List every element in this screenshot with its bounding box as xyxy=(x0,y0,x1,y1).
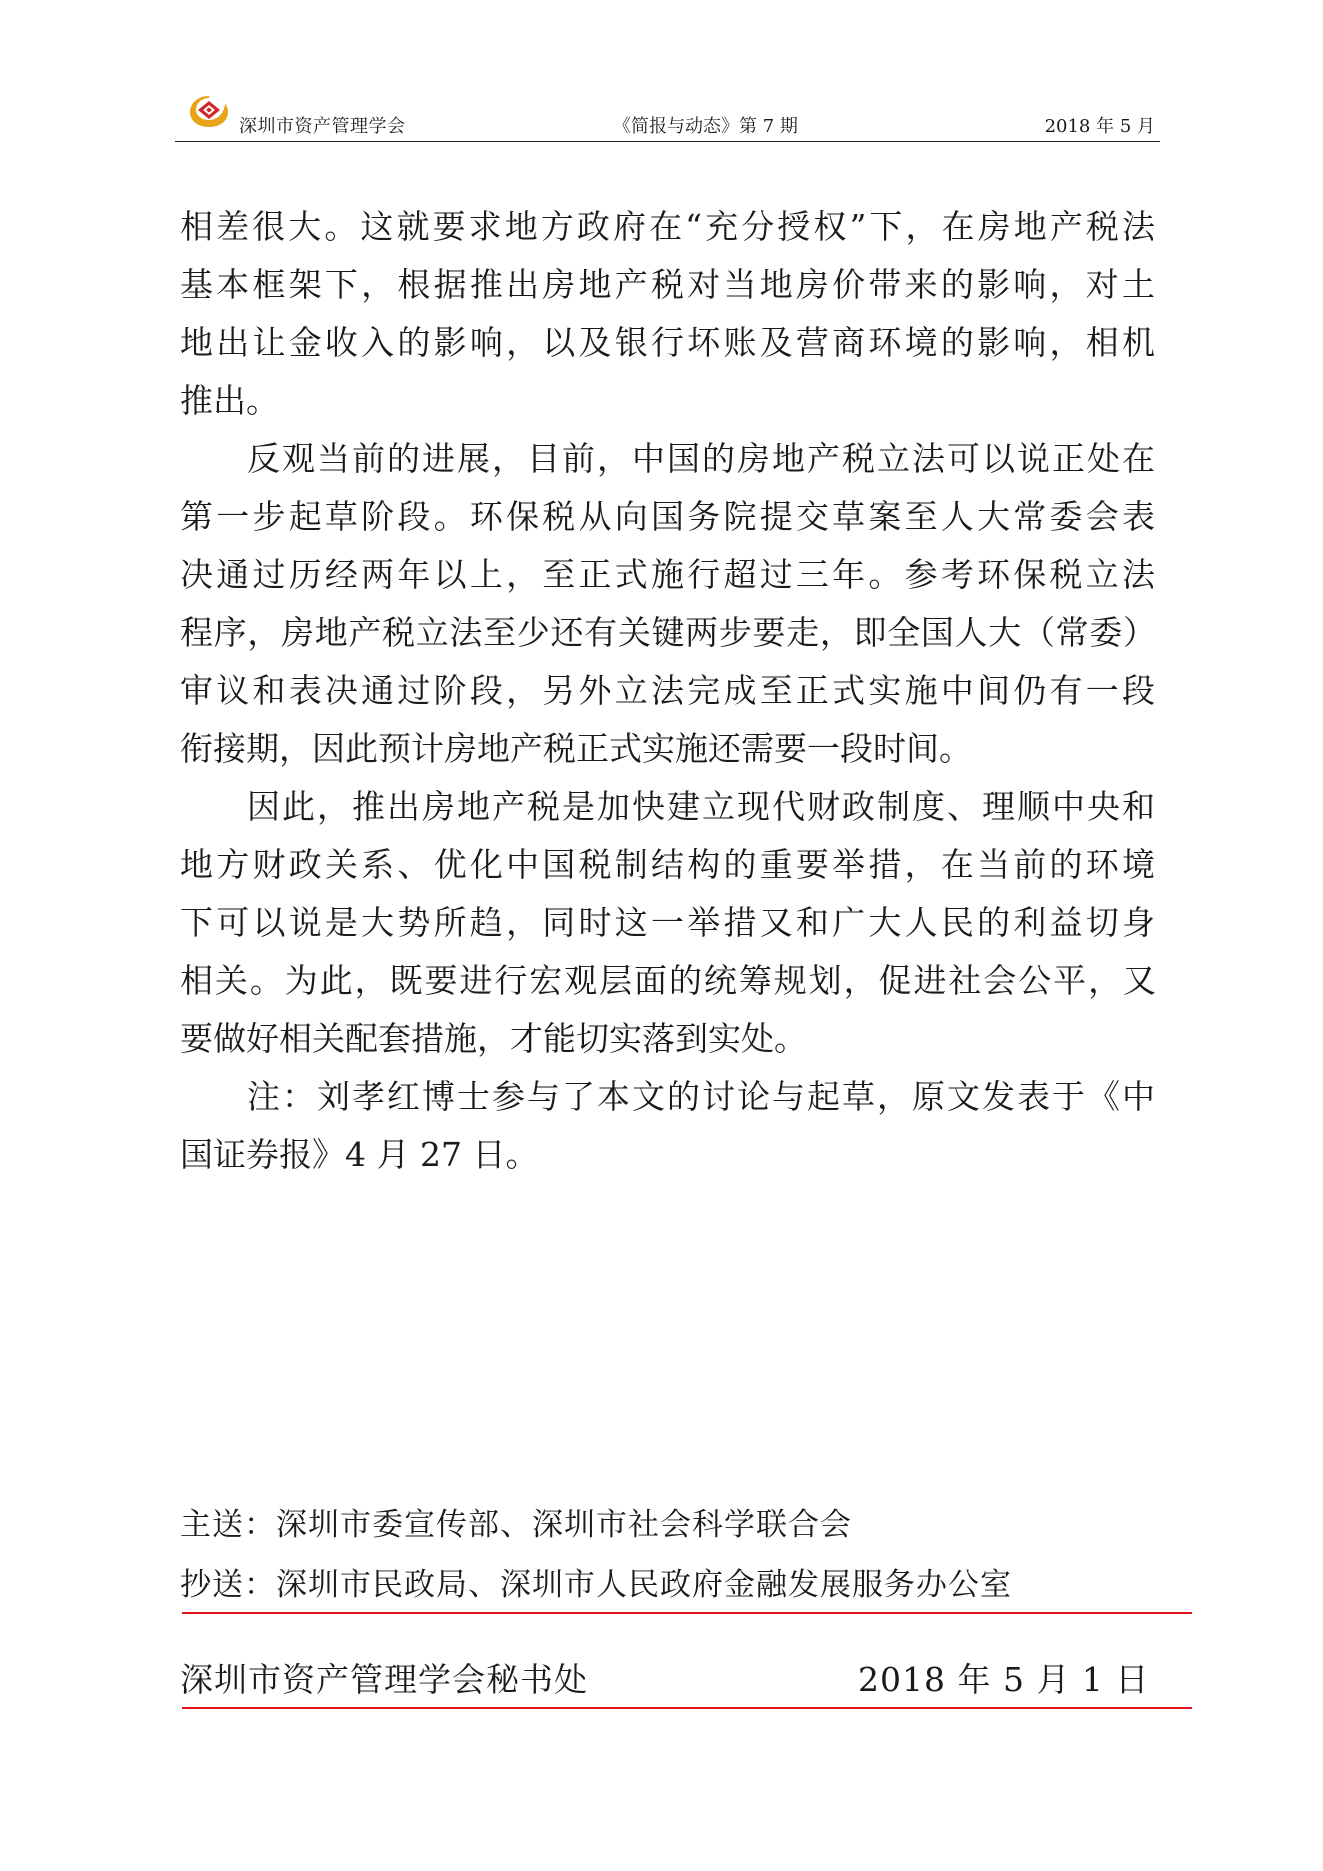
body-line: 程序，房地产税立法至少还有关键两步要走，即全国人大（常委） xyxy=(180,613,1155,652)
copy-recipients: 抄送：深圳市民政局、深圳市人民政府金融发展服务办公室 xyxy=(180,1567,1012,1603)
red-divider-bottom xyxy=(182,1707,1192,1709)
main-recipients: 主送：深圳市委宣传部、深圳市社会科学联合会 xyxy=(180,1507,852,1543)
body-line: 地方财政关系、优化中国税制结构的重要举措，在当前的环境 xyxy=(180,845,1155,884)
body-line: 注：刘孝红博士参与了本文的讨论与起草，原文发表于《中 xyxy=(247,1077,1155,1116)
body-line: 下可以说是大势所趋，同时这一举措又和广大人民的利益切身 xyxy=(180,903,1155,942)
body-line: 推出。 xyxy=(180,381,279,420)
issuer-name: 深圳市资产管理学会秘书处 xyxy=(180,1660,588,1699)
body-line: 地出让金收入的影响，以及银行坏账及营商环境的影响，相机 xyxy=(180,323,1155,362)
body-line: 因此，推出房地产税是加快建立现代财政制度、理顺中央和 xyxy=(247,787,1155,826)
body-line: 国证券报》4 月 27 日。 xyxy=(180,1135,539,1174)
header-org-name: 深圳市资产管理学会 xyxy=(239,116,406,137)
header-issue: 《简报与动态》第 7 期 xyxy=(613,116,798,137)
body-line: 基本框架下，根据推出房地产税对当地房价带来的影响，对土 xyxy=(180,265,1155,304)
body-line: 决通过历经两年以上，至正式施行超过三年。参考环保税立法 xyxy=(180,555,1155,594)
issue-date: 2018 年 5 月 1 日 xyxy=(858,1660,1150,1699)
body-line: 衔接期，因此预计房地产税正式实施还需要一段时间。 xyxy=(180,729,972,768)
body-line: 第一步起草阶段。环保税从向国务院提交草案至人大常委会表 xyxy=(180,497,1155,536)
body-line: 相关。为此，既要进行宏观层面的统筹规划，促进社会公平，又 xyxy=(180,961,1155,1000)
body-line: 相差很大。这就要求地方政府在“充分授权”下，在房地产税法 xyxy=(180,207,1155,246)
header-date: 2018 年 5 月 xyxy=(1044,116,1155,137)
body-line: 审议和表决通过阶段，另外立法完成至正式实施中间仍有一段 xyxy=(180,671,1155,710)
body-line: 反观当前的进展，目前，中国的房地产税立法可以说正处在 xyxy=(247,439,1155,478)
page-header xyxy=(175,92,1155,140)
header-divider xyxy=(175,141,1160,142)
body-line: 要做好相关配套措施，才能切实落到实处。 xyxy=(180,1019,807,1058)
red-divider-top xyxy=(182,1612,1192,1614)
society-logo-icon xyxy=(187,92,231,130)
